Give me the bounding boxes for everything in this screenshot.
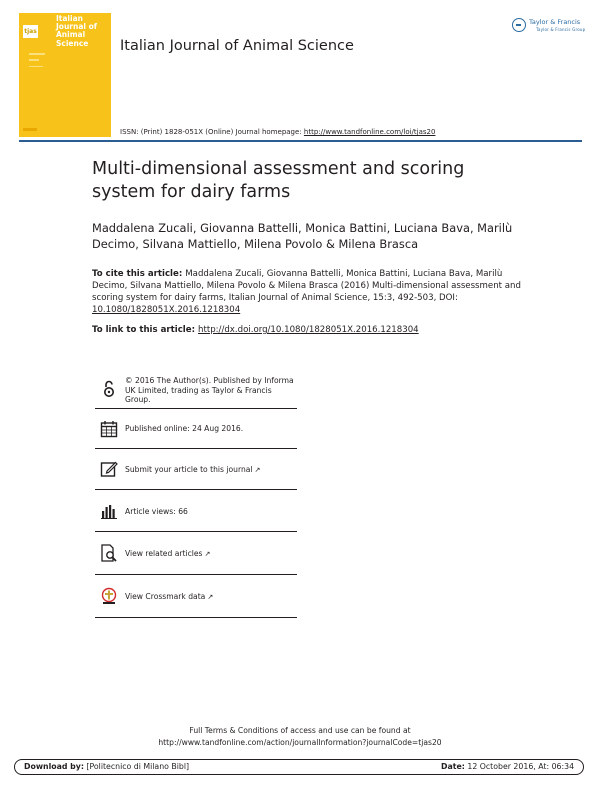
article-link-label: To link to this article: — [92, 325, 199, 335]
cover-decoration — [29, 66, 43, 67]
publisher-logo-icon — [512, 18, 526, 32]
header-divider — [19, 140, 582, 142]
cover-decoration — [29, 53, 45, 55]
article-views: Article views: 66 — [125, 507, 188, 516]
journal-name: Italian Journal of Animal Science — [120, 38, 354, 54]
article-doi-link[interactable]: http://dx.doi.org/10.1080/1828051X.2016.1218304 — [198, 325, 419, 335]
external-link-icon: ↗ — [254, 466, 261, 474]
external-link-icon: ↗ — [204, 550, 211, 558]
downloaded-by-label: Download by: — [24, 762, 84, 771]
submit-link[interactable] — [125, 465, 260, 476]
calendar-icon — [100, 420, 118, 438]
views-item — [95, 490, 297, 532]
article-info-list — [95, 369, 297, 618]
related-item[interactable] — [95, 532, 297, 575]
crossmark-label: View Crossmark data — [125, 592, 206, 601]
download-date — [441, 762, 574, 771]
download-date-label: Date: — [441, 762, 465, 771]
citation-doi-link[interactable]: 10.1080/1828051X.2016.1218304 — [92, 305, 241, 315]
download-date-value: 12 October 2016, At: 06:34 — [464, 762, 575, 771]
citation-block — [92, 268, 532, 316]
publisher-logo[interactable] — [512, 18, 586, 36]
article-title: Multi-dimensional assessment and scoring system for dairy farms — [92, 159, 465, 202]
license-item — [95, 369, 297, 409]
bar-chart-icon — [100, 502, 118, 520]
journal-homepage-link[interactable]: http://www.tandfonline.com/loi/tjas20 — [303, 128, 436, 136]
citation-label: To cite this article: — [92, 269, 186, 279]
downloaded-by-value: [Politecnico di Milano Bibl] — [83, 762, 190, 771]
download-info-bar — [14, 759, 584, 775]
submit-label: Submit your article to this journal — [125, 465, 253, 474]
citation-text: Maddalena Zucali, Giovanna Battelli, Monica Battini, Luciana Bava, Marilù Decimo, Silvana Mattiello, Milena Povolo & Milena Brasca (2016) Multi-dimensional assessment and scoring system for dairy farms, Italian Journal of Animal Science, 15:3, 492-503, DOI: — [92, 269, 521, 303]
article-link-line — [92, 325, 532, 335]
crossmark-item[interactable] — [95, 575, 297, 618]
article-authors: Maddalena Zucali, Giovanna Battelli, Monica Battini, Luciana Bava, Marilù Decimo, Silvana Mattiello, Milena Povolo & Milena Brasca — [92, 221, 513, 251]
cover-logo: tjas — [23, 25, 38, 38]
crossmark-icon — [100, 587, 118, 605]
terms-block — [0, 725, 600, 748]
issn-text: ISSN: (Print) 1828-051X (Online) Journal homepage: — [120, 128, 304, 136]
edit-icon — [100, 460, 118, 478]
open-access-icon — [100, 380, 118, 398]
publisher-logo-name: Taylor & Francis — [529, 18, 581, 26]
related-label: View related articles — [125, 549, 203, 558]
cover-decoration — [29, 59, 39, 61]
external-link-icon: ↗ — [207, 593, 214, 601]
published-item — [95, 409, 297, 449]
issn-line — [120, 128, 435, 136]
terms-line: Full Terms & Conditions of access and use can be found at — [189, 726, 411, 735]
publisher-logo-sub: Taylor & Francis Group — [536, 27, 586, 32]
license-text: © 2016 The Author(s). Published by Informa UK Limited, trading as Taylor & Francis Group. — [125, 376, 294, 405]
published-date: Published online: 24 Aug 2016. — [125, 424, 244, 433]
downloaded-by — [24, 762, 189, 771]
cover-title: Italian Journal of Animal Science — [56, 14, 97, 48]
terms-url[interactable]: http://www.tandfonline.com/action/journalInformation?journalCode=tjas20 — [158, 737, 442, 747]
related-articles-icon — [100, 544, 118, 562]
submit-item[interactable] — [95, 449, 297, 490]
related-articles-link[interactable] — [125, 549, 210, 560]
cover-publisher-mark — [23, 128, 37, 131]
crossmark-link[interactable] — [125, 592, 213, 603]
journal-cover — [19, 13, 111, 137]
